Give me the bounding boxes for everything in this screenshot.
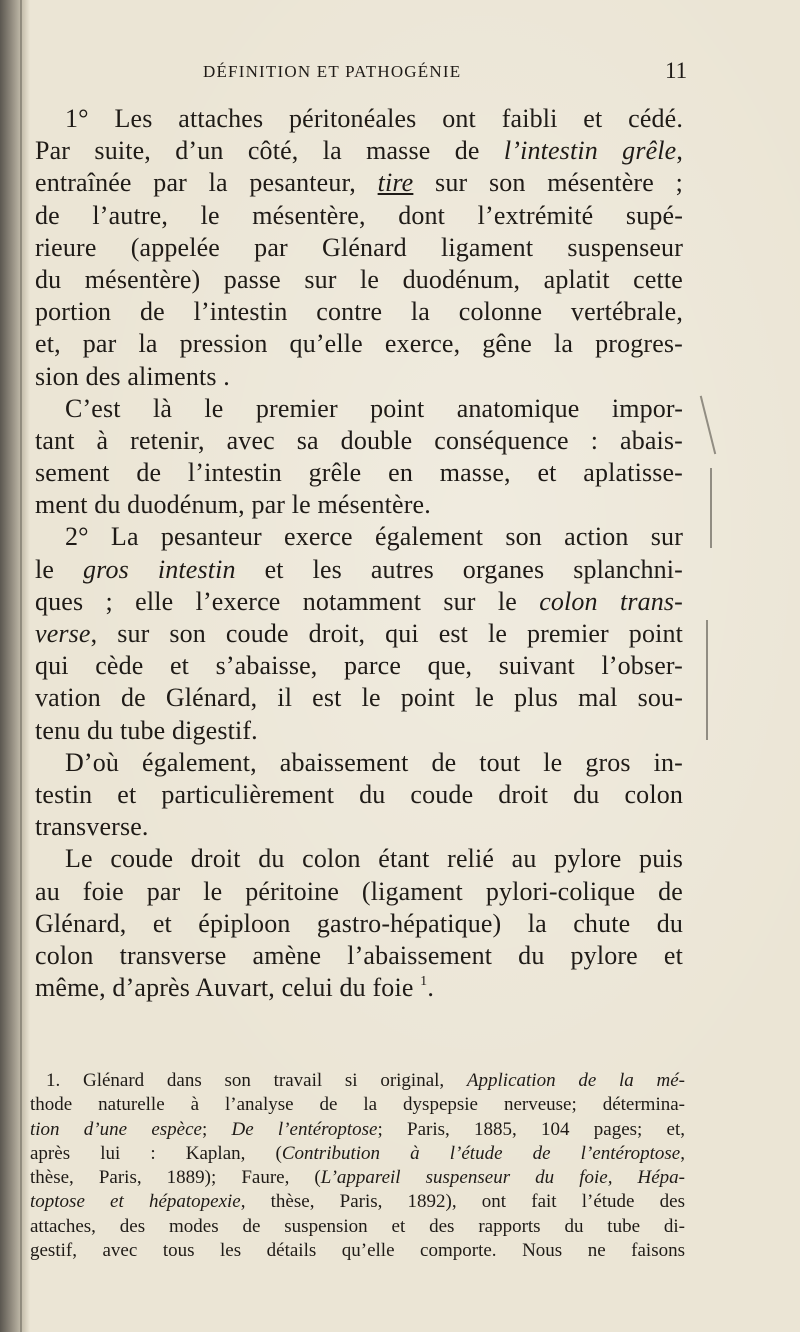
footnote-line: thode naturelle à l’analyse de la dyspepsie nerveuse; détermina- (30, 1094, 685, 1116)
margin-pencil-mark (706, 620, 708, 740)
footnote-line (30, 1069, 685, 1093)
italic-term: verse (35, 619, 91, 648)
text-line: sement de l’intestin grêle en masse, et aplatisse- (35, 458, 683, 488)
text-line (35, 135, 683, 167)
binding-edge (20, 0, 22, 1332)
text-line (35, 618, 683, 650)
footnote-line (30, 1166, 685, 1190)
text-run: , sur son coude droit, qui est le premier point (90, 619, 683, 648)
text-line: tenu du tube digestif. (35, 715, 258, 745)
italic-title: tion d’une espèce (30, 1118, 202, 1140)
page-number: 11 (665, 58, 688, 83)
text-run: ; Paris, 1885, 104 pages; et, (377, 1118, 686, 1140)
text-run: même, d’après Auvart, celui du foie (35, 973, 421, 1003)
text-line: de l’autre, le mésentère, dont l’extrémité supé- (35, 200, 683, 230)
text-line: portion de l’intestin contre la colonne vertébrale, (35, 297, 683, 327)
footnote-line: gestif, avec tous les détails qu’elle comporte. Nous ne faisons (30, 1240, 685, 1262)
text-run: . (427, 973, 434, 1003)
text-line: Glénard, et épiploon gastro-hépatique) la chute du (35, 908, 683, 938)
italic-title: Application de la mé- (466, 1070, 685, 1091)
text-run: 1. Glénard dans son travail si original, (46, 1070, 467, 1091)
text-run: après lui : Kaplan, ( (30, 1142, 282, 1164)
text-line: sion des aliments . (35, 361, 230, 391)
text-line: colon transverse amène l’abaissement du pylore et (35, 940, 683, 970)
footnote-ref: 1 (420, 974, 428, 990)
footnote-line (30, 1190, 685, 1214)
text-run: entraînée par la pesanteur, (35, 168, 378, 198)
italic-term: gros intestin (83, 554, 236, 584)
text-run: 1° Les attaches péritonéales ont faibli et cédé. (65, 104, 683, 133)
text-run: , thèse, Paris, 1892), ont fait l’étude des (240, 1191, 685, 1213)
text-line: ment du duodénum, par le mésentère. (35, 490, 431, 520)
text-line (35, 972, 683, 1004)
text-line: transverse. (35, 812, 149, 842)
body-text (35, 103, 683, 1004)
margin-pencil-mark (700, 396, 716, 455)
text-line: tant à retenir, avec sa double conséquence : abais- (35, 425, 683, 455)
footnote-line: attaches, des modes de suspension et des rapports du tube di- (30, 1215, 685, 1237)
italic-title: Contribution à l’étude de l’entéroptose (281, 1142, 681, 1164)
text-line: et, par la pression qu’elle exerce, gêne la progres- (35, 329, 683, 359)
text-line: rieure (appelée par Glénard ligament suspenseur (35, 232, 683, 262)
italic-term: colon trans- (539, 586, 683, 616)
text-line (35, 586, 683, 618)
text-run: sur son mésentère ; (413, 168, 683, 198)
text-line: vation de Glénard, il est le point le plus mal sou- (35, 683, 683, 713)
text-run: le (35, 554, 84, 584)
text-run: et les autres organes splanchni- (235, 554, 683, 584)
text-run: ques ; elle l’exerce notamment sur le (35, 586, 540, 616)
running-head: DÉFINITION ET PATHOGÉNIE (203, 62, 462, 81)
text-line: du mésentère) passe sur le duodénum, aplatit cette (35, 264, 683, 294)
text-run: Par suite, d’un côté, la masse de (35, 136, 504, 166)
text-run: ; (201, 1118, 232, 1140)
text-run: thèse, Paris, 1889); Faure, ( (30, 1167, 321, 1189)
italic-term: l’intestin grêle (503, 136, 677, 166)
text-line: D’où également, abaissement de tout le gros in- (65, 747, 683, 777)
text-line (35, 103, 683, 135)
italic-title: De l’entéroptose (231, 1118, 378, 1140)
text-line (35, 554, 683, 586)
text-line: qui cède et s’abaisse, parce que, suivant l’obser- (35, 651, 683, 681)
footnote-line (30, 1118, 685, 1142)
text-line (35, 167, 683, 199)
italic-term: tire (377, 168, 414, 198)
footnote-line (30, 1142, 685, 1166)
footnote (30, 1069, 685, 1263)
text-line: 2° La pesanteur exerce également son action sur (65, 522, 683, 552)
text-line: Le coude droit du colon étant relié au pylore puis (65, 844, 683, 874)
text-line: testin et particulièrement du coude droit du colon (35, 779, 683, 809)
text-line: au foie par le péritoine (ligament pylori-colique de (35, 876, 683, 906)
text-run: , (680, 1142, 685, 1164)
page-gutter-shadow (0, 0, 30, 1332)
text-line: C’est là le premier point anatomique impor- (65, 393, 683, 423)
page-header (0, 58, 800, 88)
italic-title: L’appareil suspenseur du foie, Hépa- (320, 1167, 685, 1189)
italic-title: toptose et hépatopexie (30, 1191, 241, 1213)
margin-pencil-mark (710, 468, 712, 548)
text-run: , (676, 136, 683, 166)
